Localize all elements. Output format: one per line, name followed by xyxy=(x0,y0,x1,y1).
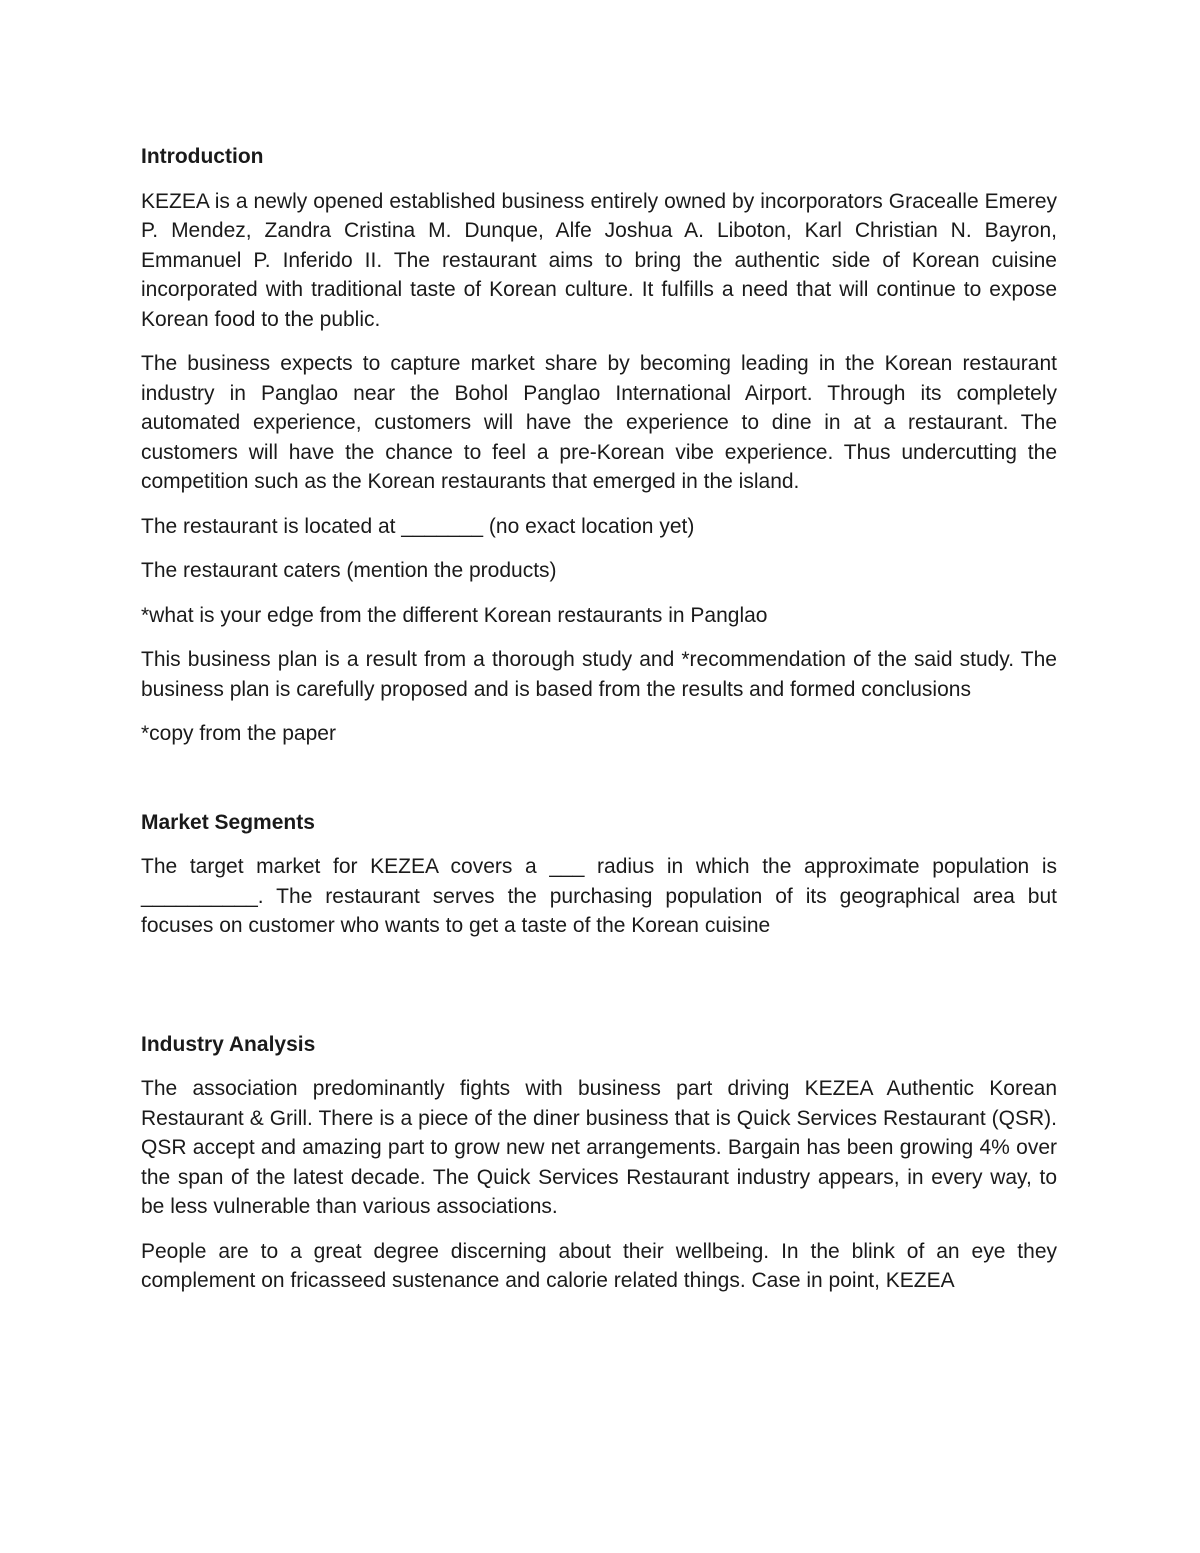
section-heading-industry-analysis: Industry Analysis xyxy=(141,1032,316,1056)
intro-paragraph-1: KEZEA is a newly opened established business entirely owned by incorporators Gracealle Emerey P. Mendez, Zandra Cristina M. Dunque, Alfe Joshua A. Liboton, Karl Christian N. Bayron, Emmanuel P. Inferido II. The restaurant aims to bring the authentic side of Korean cuisine incorporated with traditional taste of Korean culture. It fulfills a need that will continue to expose Korean food to the public. xyxy=(141,189,1057,331)
section-spacer xyxy=(141,956,1057,1030)
document-body xyxy=(141,142,1057,1311)
market-segments-paragraph-1: The target market for KEZEA covers a ___ radius in which the approximate population is __________. The restaurant serves the purchasing population of its geographical area but focuses on customer who wants to get a taste of the Korean cuisine xyxy=(141,855,1057,937)
intro-paragraph-study: This business plan is a result from a thorough study and *recommendation of the said study. The business plan is carefully proposed and is based from the results and formed conclusions xyxy=(141,648,1057,701)
section-heading-introduction: Introduction xyxy=(141,145,264,168)
industry-analysis-paragraph-1: The association predominantly fights with business part driving KEZEA Authentic Korean Restaurant & Grill. There is a piece of the diner business that is Quick Services Restaurant (QSR). QSR accept and amazing part to grow new net arrangements. Bargain has been growing 4% over the span of the latest decade. The Quick Services Restaurant industry appears, in every way, to be less vulnerable than various associations. xyxy=(141,1077,1057,1218)
intro-paragraph-location: The restaurant is located at _______ (no exact location yet) xyxy=(141,514,695,538)
intro-paragraph-edge: *what is your edge from the different Korean restaurants in Panglao xyxy=(141,603,768,627)
section-spacer xyxy=(141,764,1057,808)
intro-paragraph-note: *copy from the paper xyxy=(141,722,336,745)
section-heading-market-segments: Market Segments xyxy=(141,810,315,834)
intro-paragraph-2: The business expects to capture market share by becoming leading in the Korean restaurant industry in Panglao near the Bohol Panglao International Airport. Through its completely automated experience, customers will have the experience to dine in at a restaurant. The customers will have the chance to feel a pre-Korean vibe experience. Thus undercutting the competition such as the Korean restaurants that emerged in the island. xyxy=(141,352,1057,493)
intro-paragraph-products: The restaurant caters (mention the products) xyxy=(141,559,557,582)
industry-analysis-paragraph-2: People are to a great degree discerning about their wellbeing. In the blink of an eye they complement on fricasseed sustenance and calorie related things. Case in point, KEZEA xyxy=(141,1239,1057,1292)
